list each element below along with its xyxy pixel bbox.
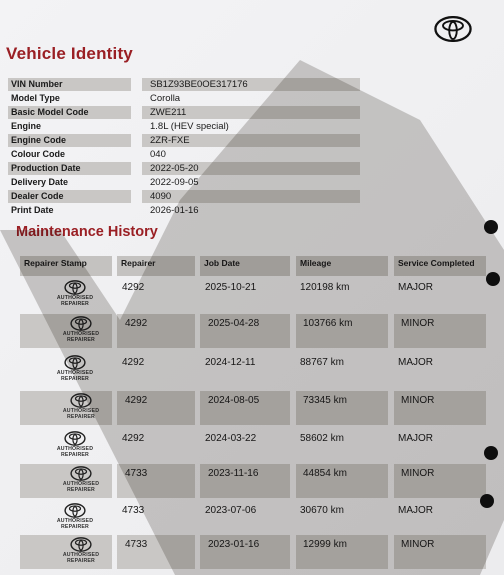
identity-row [8, 190, 478, 204]
mileage-cell: 44854 km [303, 468, 347, 479]
service-cell: MINOR [401, 318, 435, 329]
identity-value: Corolla [150, 93, 181, 104]
stamp-text-line1: AUTHORISED [56, 446, 94, 452]
toyota-logo-icon [64, 355, 86, 370]
binder-hole [486, 272, 500, 286]
stamp-text-line1: AUTHORISED [62, 552, 100, 558]
identity-row [8, 204, 478, 218]
identity-row [8, 120, 478, 134]
repairer-cell: 4733 [122, 505, 145, 516]
job-date-cell: 2023-07-06 [205, 505, 257, 516]
job-date-cell: 2024-12-11 [205, 357, 256, 368]
identity-label: Engine Code [8, 134, 131, 147]
identity-value: 2ZR-FXE [142, 134, 360, 147]
stamp-text-line2: REPAIRER [60, 524, 90, 530]
authorised-repairer-stamp [50, 537, 112, 564]
stamp-text-line2: REPAIRER [60, 376, 90, 382]
stamp-text-line1: AUTHORISED [62, 481, 100, 487]
repairer-cell: 4292 [122, 357, 145, 368]
identity-label: Dealer Code [8, 190, 131, 203]
stamp-text-line1: AUTHORISED [56, 370, 94, 376]
authorised-repairer-stamp [50, 393, 112, 420]
identity-label: Colour Code [11, 149, 65, 159]
job-date-cell: 2023-11-16 [208, 468, 259, 479]
identity-label: Engine [11, 121, 42, 131]
service-cell: MAJOR [398, 433, 433, 444]
header-repairer-stamp: Repairer Stamp [20, 256, 112, 276]
authorised-repairer-stamp [44, 280, 106, 307]
toyota-logo-icon [64, 280, 86, 295]
service-cell: MAJOR [398, 282, 433, 293]
header-service-completed: Service Completed [394, 256, 486, 276]
authorised-repairer-stamp [50, 316, 112, 343]
service-cell: MINOR [401, 468, 435, 479]
identity-value: 2026-01-16 [150, 205, 199, 216]
stamp-text-line1: AUTHORISED [62, 408, 100, 414]
identity-value: 040 [150, 149, 166, 160]
stamp-text-line2: REPAIRER [66, 558, 96, 564]
job-date-cell: 2024-03-22 [205, 433, 257, 444]
toyota-logo-icon [70, 393, 92, 408]
job-date-cell: 2024-08-05 [208, 395, 260, 406]
repairer-cell: 4733 [125, 468, 148, 479]
stamp-text-line1: AUTHORISED [62, 331, 100, 337]
authorised-repairer-stamp [44, 431, 106, 458]
job-date-cell: 2025-10-21 [205, 282, 257, 293]
mileage-cell: 103766 km [303, 318, 353, 329]
identity-row [8, 78, 478, 92]
toyota-logo-icon [64, 503, 86, 518]
authorised-repairer-stamp [44, 355, 106, 382]
binder-hole [484, 446, 498, 460]
identity-value: ZWE211 [142, 106, 360, 119]
job-date-cell: 2025-04-28 [208, 318, 260, 329]
identity-label: Print Date [11, 205, 54, 215]
authorised-repairer-stamp [50, 466, 112, 493]
toyota-logo-icon [70, 316, 92, 331]
identity-label: Delivery Date [11, 177, 69, 187]
identity-value: 2022-05-20 [142, 162, 360, 175]
header-mileage: Mileage [296, 256, 388, 276]
toyota-logo-icon [70, 466, 92, 481]
stamp-text-line1: AUTHORISED [56, 295, 94, 301]
service-cell: MAJOR [398, 505, 433, 516]
service-cell: MAJOR [398, 357, 433, 368]
header-job-date: Job Date [200, 256, 290, 276]
authorised-repairer-stamp [44, 503, 106, 530]
service-cell: MINOR [401, 539, 435, 550]
identity-row [8, 148, 478, 162]
identity-label: VIN Number [8, 78, 131, 91]
identity-label: Production Date [8, 162, 131, 175]
mileage-cell: 12999 km [303, 539, 347, 550]
mileage-cell: 120198 km [300, 282, 350, 293]
repairer-cell: 4292 [125, 395, 148, 406]
repairer-cell: 4733 [125, 539, 148, 550]
identity-row [8, 134, 478, 148]
service-cell: MINOR [401, 395, 435, 406]
identity-label: Basic Model Code [8, 106, 131, 119]
binder-hole [480, 494, 494, 508]
toyota-logo-icon [434, 16, 472, 42]
vehicle-identity-title: Vehicle Identity [6, 44, 133, 63]
identity-row [8, 176, 478, 190]
mileage-cell: 73345 km [303, 395, 347, 406]
mileage-cell: 58602 km [300, 433, 344, 444]
identity-value: 2022-09-05 [150, 177, 199, 188]
stamp-text-line2: REPAIRER [60, 301, 90, 307]
stamp-text-line2: REPAIRER [66, 414, 96, 420]
identity-value: 4090 [142, 190, 360, 203]
identity-row [8, 92, 478, 106]
identity-value: SB1Z93BE0OE317176 [142, 78, 360, 91]
identity-row [8, 106, 478, 120]
identity-row [8, 162, 478, 176]
job-date-cell: 2023-01-16 [208, 539, 260, 550]
mileage-cell: 30670 km [300, 505, 344, 516]
maintenance-history-title: Maintenance History [16, 224, 158, 240]
toyota-logo-icon [70, 537, 92, 552]
stamp-text-line2: REPAIRER [66, 337, 96, 343]
mileage-cell: 88767 km [300, 357, 344, 368]
repairer-cell: 4292 [125, 318, 148, 329]
header-repairer: Repairer [117, 256, 195, 276]
repairer-cell: 4292 [122, 282, 145, 293]
repairer-cell: 4292 [122, 433, 145, 444]
stamp-text-line2: REPAIRER [60, 452, 90, 458]
identity-value: 1.8L (HEV special) [150, 121, 229, 132]
stamp-text-line2: REPAIRER [66, 487, 96, 493]
binder-hole [484, 220, 498, 234]
stamp-text-line1: AUTHORISED [56, 518, 94, 524]
toyota-logo-icon [64, 431, 86, 446]
identity-label: Model Type [11, 93, 60, 103]
vehicle-identity-table [8, 78, 478, 218]
